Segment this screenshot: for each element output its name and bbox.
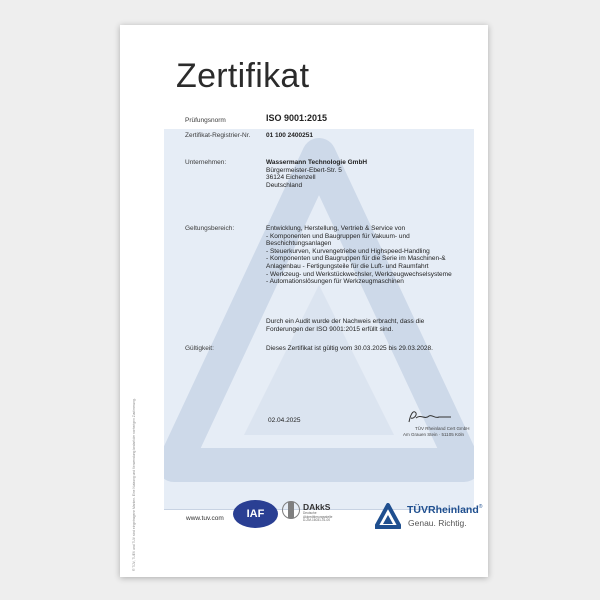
- signature-icon: [405, 409, 455, 425]
- company-label: Unternehmen:: [185, 159, 227, 166]
- scope-line: - Werkzeug- und Werkstückwechsler, Werkzeugwechselsysteme: [266, 270, 452, 278]
- issuer-address: Am Grauen Stein · 51105 Köln: [403, 432, 464, 437]
- audit-statement: [266, 318, 424, 333]
- dakks-line: Deutsche: [303, 511, 317, 515]
- scope-line: Anlagenbau - Fertigungsteile für die Luft- und Raumfahrt: [266, 262, 429, 270]
- company-block: [266, 159, 367, 189]
- company-city: 36124 Eichenzell: [266, 174, 316, 182]
- tuv-triangle-logo-icon: [375, 503, 401, 529]
- scope-line: - Steuerkurven, Kurvengetriebe und Highspeed-Handling: [266, 247, 430, 255]
- norm-value: ISO 9001:2015: [266, 113, 328, 123]
- scope-line: - Komponenten und Baugruppen für die Serie im Maschinen-&: [266, 255, 446, 263]
- company-street: Bürgermeister-Ebert-Str. 5: [266, 166, 342, 174]
- scope-label: Geltungsbereich:: [185, 225, 235, 232]
- iaf-logo-icon: IAF: [233, 500, 278, 528]
- scope-block: [266, 225, 452, 286]
- issue-date: 02.04.2025: [268, 417, 301, 424]
- scope-line: - Komponenten und Baugruppen für Vakuum- und: [266, 232, 410, 240]
- company-country: Deutschland: [266, 181, 303, 189]
- company-name: Wassermann Technologie GmbH: [266, 159, 368, 166]
- dakks-line: D-ZM-16031-01-00: [303, 518, 331, 523]
- trademark-side-note: ® TÜV, TUEV und TUV sind eingetragene Marken. Eine Nutzung und Verwendung bedarf der vorherigen Zustimmung.: [132, 398, 136, 571]
- validity-label: Gültigkeit:: [185, 345, 214, 352]
- tuv-brand-name: TÜVRheinland: [407, 504, 479, 516]
- website-text: www.tuv.com: [186, 515, 224, 522]
- dakks-name: DAkkS: [303, 502, 331, 512]
- tuv-slogan: Genau. Richtig.: [408, 518, 467, 528]
- dakks-line: Akkreditierungsstelle: [303, 514, 333, 519]
- audit-line: Durch ein Audit wurde der Nachweis erbracht, dass die: [266, 318, 425, 325]
- certificate-title: Zertifikat: [176, 57, 310, 95]
- issuer-name: TÜV Rheinland Cert GmbH: [415, 426, 470, 431]
- register-label: Zertifikat-Registrier-Nr.: [185, 132, 251, 139]
- tuv-reg-mark: ®: [478, 504, 483, 510]
- dakks-logo-icon: [282, 501, 300, 519]
- audit-line: Forderungen der ISO 9001:2015 erfüllt sind.: [266, 325, 394, 333]
- scope-line: - Automationslösungen für Werkzeugmaschinen: [266, 278, 404, 286]
- norm-label: Prüfungsnorm: [185, 117, 226, 124]
- dakks-logo: [282, 499, 352, 533]
- certificate-page: [120, 25, 488, 577]
- register-value: 01 100 2400251: [266, 132, 313, 139]
- scope-line: Entwicklung, Herstellung, Vertrieb & Service von: [266, 225, 406, 232]
- dakks-subtext: [303, 512, 332, 523]
- tuv-brand: [407, 504, 482, 516]
- scope-line: Beschichtungsanlagen: [266, 240, 332, 248]
- validity-text: Dieses Zertifikat ist gültig vom 30.03.2025 bis 29.03.2028.: [266, 345, 433, 352]
